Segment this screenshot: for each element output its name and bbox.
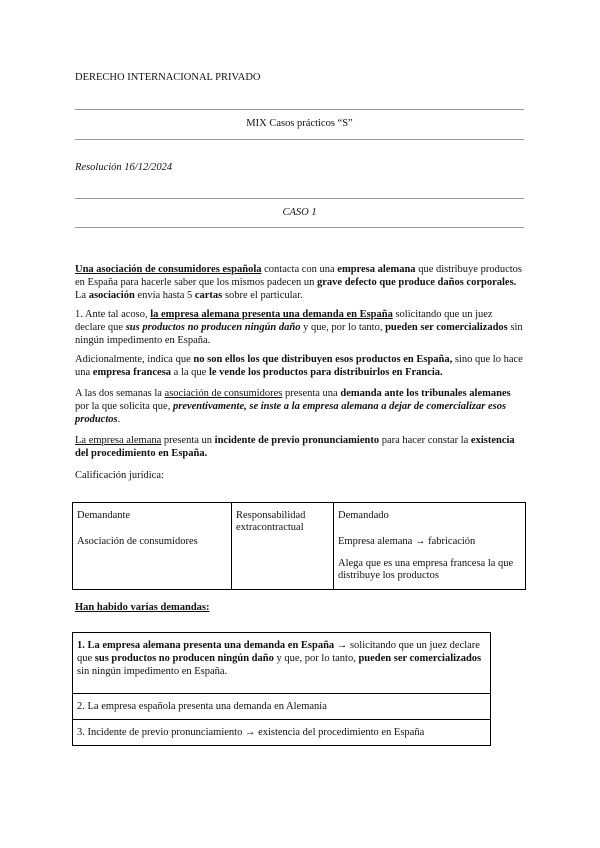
demandas-title: Han habido varias demandas: [75,602,210,613]
divider [75,139,524,140]
document-subtitle: MIX Casos prácticos “S” [246,118,353,129]
paragraph-incidente: La empresa alemana presenta un incidente de previo pronunciamiento para hacer constar la existencia del procedimiento en España. [75,435,515,459]
case-title: CASO 1 [282,207,317,218]
demanda-row-3: 3. Incidente de previo pronunciamiento → existencia del procedimiento en España [73,720,491,746]
table-cell-responsabilidad: Responsabilidad extracontractual [232,503,334,590]
demanda-row-2: 2. La empresa española presenta una demanda en Alemania [73,694,491,720]
table-cell-demandante: Demandante Asociación de consumidores [73,503,232,590]
course-title: DERECHO INTERNACIONAL PRIVADO [75,72,261,83]
divider [75,198,524,199]
table-cell-demandado: Demandado Empresa alemana → fabricación Alega que es una empresa francesa la que distribuye los productos [334,503,526,590]
demanda-row-1: 1. La empresa alemana presenta una demanda en España → solicitando que un juez declare que sus productos no producen ningún daño y que, por lo tanto, pueden ser comercializados sin ningún impedimento en España. [73,633,491,694]
paragraph-demand-germany: A las dos semanas la asociación de consumidores presenta una demanda ante los tribunales alemanes por la que solicita que, preventivamente, se inste a la empresa alemana a dejar de comercializar esos productos. [75,388,511,425]
paragraph-additional: Adicionalmente, indica que no son ellos los que distribuyen esos productos en España, sino que lo hace una empresa francesa a la que le vende los productos para distribuirlos en Francia. [75,354,523,378]
paragraph-intro: Una asociación de consumidores española contacta con una empresa alemana que distribuye productos en España para hacerle saber que los mismos padecen un grave defecto que produce daños corporales. La asociación envía hasta 5 cartas sobre el particular. [75,264,523,301]
calificacion-label: Calificación jurídica: [75,470,164,481]
divider [75,109,524,110]
paragraph-demand-spain: 1. Ante tal acoso, la empresa alemana presenta una demanda en España solicitando que un juez declare que sus productos no producen ningún daño y que, por lo tanto, pueden ser comercializados sin ningún impedimento en España. [75,309,523,346]
divider [75,227,524,228]
demandas-table [72,632,491,746]
resolution-date: Resolución 16/12/2024 [75,162,173,173]
calificacion-table [72,502,526,590]
